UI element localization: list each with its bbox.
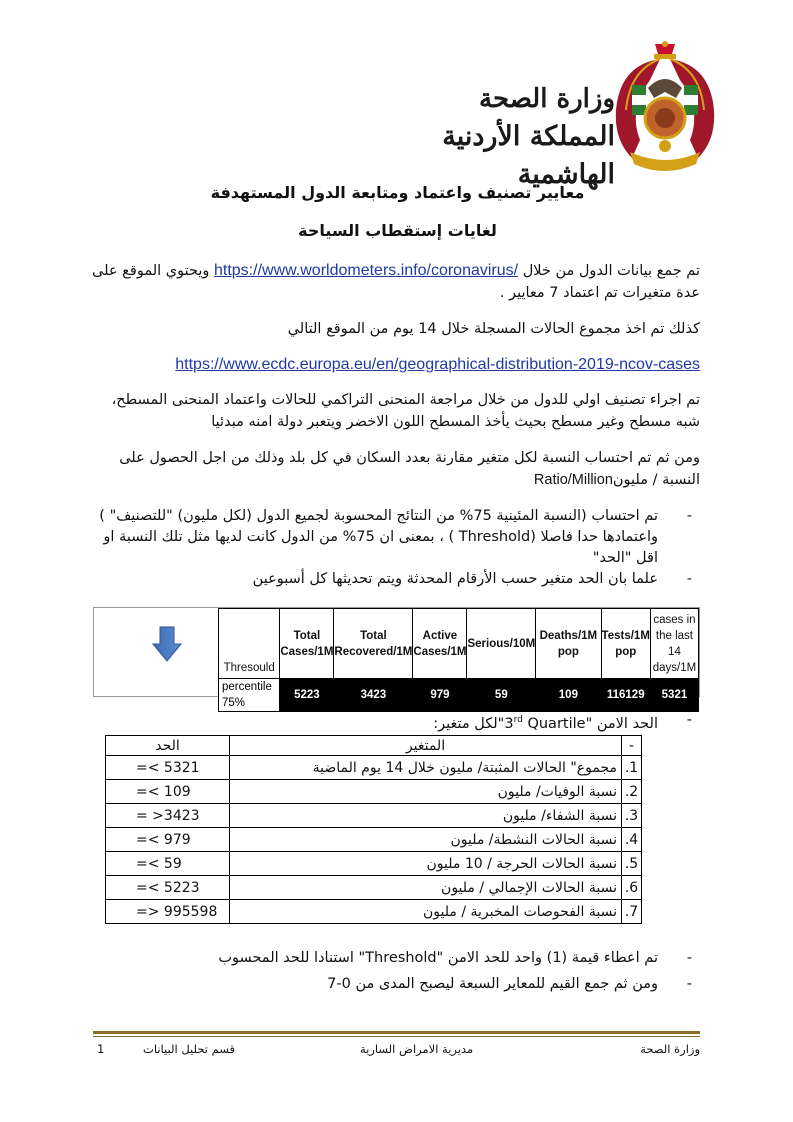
- footer-divider-thin: [93, 1036, 700, 1037]
- table-header-row: [219, 609, 699, 679]
- table-row: [219, 679, 699, 712]
- bullet-text: تم احتساب (النسبة المئينية 75% من النتائج المحسوبة لجميع الدول (لكل مليون) "للتصنيف" ) واعتمادها حدا فاصلا (Threshold ) ، بمعنى ان 75% من الدول كانت لديها مثل تلك النسبة او اقل "الحد": [99, 508, 658, 566]
- table-cell: 979: [413, 679, 467, 712]
- table-cell: 59: [467, 679, 536, 712]
- bullet-item: [92, 945, 700, 971]
- safe-limit-before: الحد الامن "3: [504, 715, 658, 732]
- variable-cell: نسبة الحالات الإجمالي / مليون: [230, 876, 622, 900]
- bullet-list-scoring: [92, 945, 700, 997]
- variable-cell: نسبة الحالات الحرجة / 10 مليون: [230, 852, 622, 876]
- limit-cell: =< 979: [106, 828, 230, 852]
- table-row: [106, 804, 642, 828]
- table-row: [106, 828, 642, 852]
- ecdc-link-paragraph: [92, 354, 700, 376]
- column-header: Active Cases/1M: [413, 609, 467, 679]
- row-number: 6.: [622, 876, 642, 900]
- p1-after: ويحتوي الموقع على عدة متغيرات تم اعتماد 7 معايير .: [92, 263, 700, 301]
- bullet-text: ومن ثم جمع القيم للمعاير السبعة ليصبح المدى من 0-7: [327, 976, 658, 992]
- ratio-term: Ratio/Million: [533, 472, 613, 488]
- paragraph-14-day-source: كذلك تم اخذ مجموع الحالات المسجلة خلال 14 يوم من الموقع التالي: [287, 321, 700, 337]
- arrow-down-icon: [152, 626, 182, 662]
- bullet-item: [92, 971, 700, 997]
- footer-department: قسم تحليل البيانات: [143, 1042, 236, 1056]
- table-row: [106, 756, 642, 780]
- bullet-dash: -: [686, 950, 692, 966]
- row-number: 4.: [622, 828, 642, 852]
- column-header: cases in the last 14 days/1M: [650, 609, 698, 679]
- table-row: [106, 876, 642, 900]
- limit-cell: =< 59: [106, 852, 230, 876]
- bullet-text: علما بان الحد متغير حسب الأرقام المحدثة ويتم تحديثها كل أسبوعين: [252, 571, 658, 587]
- footer-ministry: وزارة الصحة: [640, 1042, 700, 1056]
- document-title: معايير تصنيف واعتماد ومتابعة الدول المستهدفة: [210, 183, 585, 202]
- p1-before: تم جمع بيانات الدول من خلال: [522, 263, 700, 279]
- row-number: 3.: [622, 804, 642, 828]
- document-subtitle: لغايات إستقطاب السياحة: [298, 221, 497, 240]
- ecdc-link[interactable]: https://www.ecdc.europa.eu/en/geographical-distribution-2019-ncov-cases: [175, 356, 700, 373]
- worldometers-link[interactable]: https://www.worldometers.info/coronavirus/: [213, 262, 519, 279]
- p5-text: ومن ثم تم احتساب النسبة لكل متغير مقارنة بعدد السكان في كل بلد وذلك من اجل الحصول على النسبة / مليون: [119, 450, 700, 488]
- row-number: 2.: [622, 780, 642, 804]
- column-header: Tests/1M pop: [601, 609, 650, 679]
- row-label: percentile 75%: [219, 679, 280, 712]
- bullet-list-percentile: [92, 506, 700, 590]
- bullet-item: [92, 710, 700, 735]
- ministry-name: وزارة الصحة: [479, 84, 615, 114]
- row-number: 5.: [622, 852, 642, 876]
- column-header-variable: المتغير: [230, 736, 622, 756]
- table-row: [106, 852, 642, 876]
- page-number: 1: [97, 1042, 105, 1056]
- paragraph-classification: تم اجراء تصنيف اولي للدول من خلال مراجعة المنحنى التراكمي للحالات واعتماد المنحنى المسطح، شبه مسطح وغير مسطح بحيث يأخذ المسطح اللون الاخضر ويتعبر دولة امنه مبدئيا: [111, 392, 700, 430]
- variable-cell: مجموع" الحالات المثبتة/ مليون خلال 14 يوم الماضية: [230, 756, 622, 780]
- superscript: rd: [513, 715, 523, 725]
- footer-directorate: مديرية الامراض السارية: [360, 1042, 474, 1056]
- table-row: [106, 780, 642, 804]
- variable-cell: نسبة الشفاء/ مليون: [230, 804, 622, 828]
- criteria-table: [105, 735, 642, 924]
- bullet-item: [92, 506, 700, 569]
- safe-limit-after: Quartile"لكل متغير:: [433, 715, 586, 732]
- bullet-text: تم اعطاء قيمة (1) واحد للحد الامن "Threshold" استنادا للحد المحسوب: [218, 950, 658, 966]
- bullet-item: [92, 569, 700, 590]
- jordan-coat-of-arms-icon: [610, 40, 720, 180]
- safe-limit-heading: [92, 710, 700, 735]
- variable-cell: نسبة الوفيات/ مليون: [230, 780, 622, 804]
- paragraph-data-source: [92, 260, 700, 304]
- percentile-table: [218, 608, 699, 712]
- limit-cell: = >3423: [106, 804, 230, 828]
- column-header: Total Recovered/1M: [334, 609, 413, 679]
- kingdom-name: المملكة الأردنية الهاشمية: [442, 121, 615, 190]
- column-header: Total Cases/1M: [280, 609, 334, 679]
- column-header: Serious/10M: [467, 609, 536, 679]
- paragraph-ratio: [92, 447, 700, 491]
- column-header-limit: الحد: [106, 736, 230, 756]
- bullet-dash: -: [686, 712, 692, 728]
- variable-cell: نسبة الحالات النشطة/ مليون: [230, 828, 622, 852]
- threshold-label: Thresould: [219, 609, 280, 679]
- column-header: Deaths/1M pop: [536, 609, 601, 679]
- percentile-table-container: [93, 607, 700, 709]
- limit-cell: => 995598: [106, 900, 230, 924]
- variable-cell: نسبة الفحوصات المخبرية / مليون: [230, 900, 622, 924]
- bullet-dash: -: [686, 571, 692, 587]
- ministry-logotype: [340, 80, 615, 194]
- table-cell: 109: [536, 679, 601, 712]
- document-header: [340, 40, 720, 190]
- bullet-dash: -: [686, 508, 692, 524]
- table-header-row: [106, 736, 642, 756]
- limit-cell: =< 5223: [106, 876, 230, 900]
- limit-cell: =< 109: [106, 780, 230, 804]
- table-cell: 5223: [280, 679, 334, 712]
- table-cell: 116129: [601, 679, 650, 712]
- corner-cell: -: [622, 736, 642, 756]
- footer-divider: [93, 1031, 700, 1034]
- row-number: 1.: [622, 756, 642, 780]
- table-cell: 3423: [334, 679, 413, 712]
- limit-cell: =< 5321: [106, 756, 230, 780]
- row-number: 7.: [622, 900, 642, 924]
- table-row: [106, 900, 642, 924]
- table-cell: 5321: [650, 679, 698, 712]
- bullet-dash: -: [686, 976, 692, 992]
